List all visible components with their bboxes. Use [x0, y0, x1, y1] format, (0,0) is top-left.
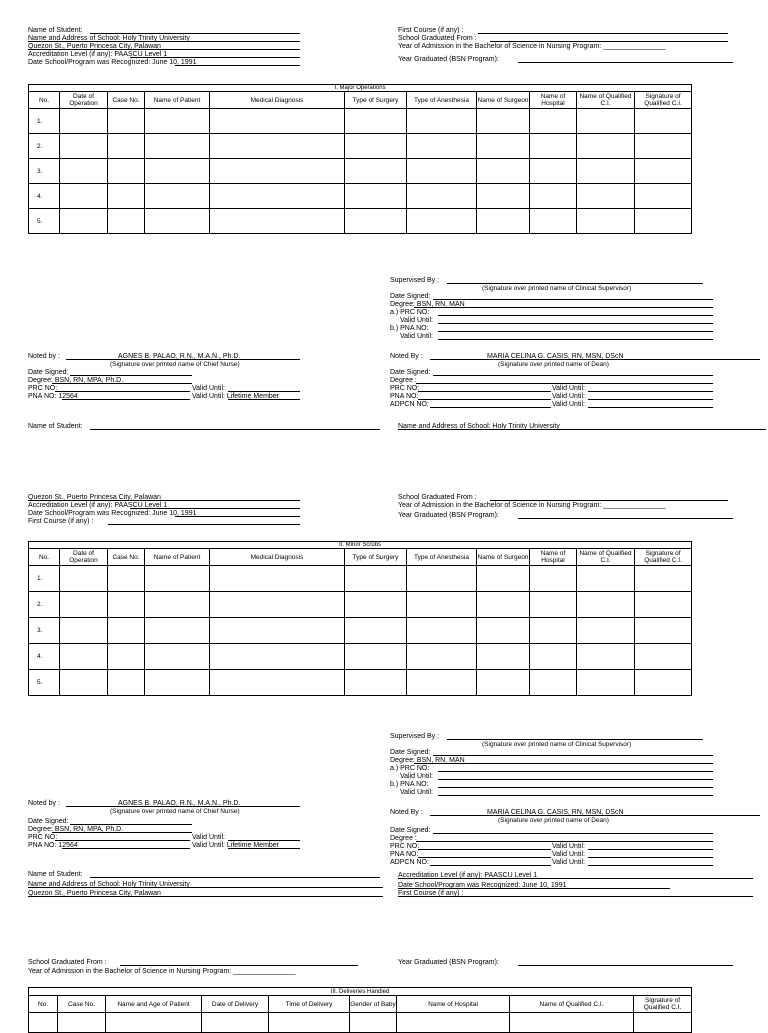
- col-header: Type of Surgery: [345, 92, 407, 109]
- date-signed-label: Date Signed:: [390, 827, 431, 834]
- chief-nurse-caption: (Signature over printed name of Chief Nurse): [110, 361, 240, 368]
- first-course-field[interactable]: [478, 33, 728, 34]
- degree-label: Degree: BSN, RN, MPA, Ph.D.: [28, 377, 124, 384]
- deliveries-handled-table: [28, 987, 692, 1033]
- col-header: Case No.: [108, 549, 145, 566]
- prc-field[interactable]: [438, 315, 713, 316]
- valid-until-field[interactable]: [588, 857, 713, 858]
- divider: [52, 832, 192, 833]
- accreditation-level: Accreditation Level (if any): PAASCU Level 1: [28, 51, 168, 58]
- col-header: Type of Surgery: [345, 549, 407, 566]
- valid-until-label: Valid Until:: [192, 834, 225, 841]
- degree-field[interactable]: [416, 841, 713, 842]
- date-signed-label: Date Signed:: [28, 818, 69, 825]
- school-graduated-field[interactable]: [490, 500, 728, 501]
- valid-until-field[interactable]: [588, 391, 713, 392]
- col-header: Time of Delivery: [269, 996, 350, 1013]
- table-row: [29, 134, 692, 159]
- col-header: Name of Surgeon: [477, 92, 530, 109]
- noted-by-label: Noted By :: [390, 809, 423, 816]
- divider: [28, 500, 300, 501]
- student-name-field[interactable]: [90, 429, 380, 430]
- valid-until-label: Valid Until:: [400, 773, 433, 780]
- pna-field[interactable]: [438, 787, 713, 788]
- valid-until-field[interactable]: [228, 840, 300, 841]
- date-recognized: Date School/Program was Recognized: June 10, 1991: [28, 59, 197, 66]
- first-course-label: First Course (if any) :: [28, 518, 94, 525]
- degree-label: Degree: BSN, RN, MPA, Ph.D.: [28, 826, 124, 833]
- school-graduated-label: School Graduated From :: [28, 959, 107, 966]
- valid-until-field[interactable]: [438, 779, 713, 780]
- valid-lifetime: Valid Until: Lifetime Member: [192, 393, 280, 400]
- table-row: [29, 644, 692, 670]
- valid-until-label: Valid Until:: [552, 385, 585, 392]
- supervised-by-field[interactable]: [447, 283, 703, 284]
- prc-label: PRC NO:: [390, 843, 420, 850]
- school-name-address: Name and Address of School: Holy Trinity University: [28, 881, 190, 888]
- first-course-label: First Course (if any) :: [398, 890, 464, 897]
- col-header: Name of Hospital: [530, 549, 577, 566]
- year-admission-label: Year of Admission in the Bachelor of Science in Nursing Program: ________________: [28, 968, 296, 975]
- valid-until-label: Valid Until:: [400, 789, 433, 796]
- row-number: 5.: [29, 209, 60, 234]
- school-name-address: Name and Address of School: Holy Trinity University: [398, 423, 560, 430]
- col-header: Medical Diagnosis: [210, 549, 345, 566]
- valid-until-field[interactable]: [438, 339, 713, 340]
- divider: [62, 399, 190, 400]
- prc-label: a.) PRC NO:: [390, 309, 430, 316]
- valid-until-field[interactable]: [588, 865, 713, 866]
- valid-until-field[interactable]: [438, 795, 713, 796]
- date-signed-field[interactable]: [70, 824, 192, 825]
- col-header: Name of Qualified C.I.: [510, 996, 634, 1013]
- supervised-by-label: Supervised By :: [390, 277, 440, 284]
- divider: [28, 887, 383, 888]
- major-operations-table: [28, 84, 692, 234]
- col-header: Name of Hospital: [530, 92, 577, 109]
- divider: [130, 508, 300, 509]
- valid-until-field[interactable]: [588, 849, 713, 850]
- divider: [28, 49, 300, 50]
- col-header: Signature of Qualified C.I.: [635, 549, 692, 566]
- col-header: Case No.: [58, 996, 106, 1013]
- pna-label: b.) PNA NO:: [390, 325, 429, 332]
- noted-by-label: Noted by :: [28, 353, 60, 360]
- accreditation-level: Accreditation Level (if any): PAASCU Level 1: [28, 502, 168, 509]
- supervisor-signature-caption: (Signature over printed name of Clinical Supervisor): [482, 285, 632, 292]
- row-number: 2.: [29, 134, 60, 159]
- first-course-label: First Course (if any) :: [398, 27, 464, 34]
- valid-until-label: Valid Until:: [552, 393, 585, 400]
- year-graduated-field[interactable]: [518, 62, 733, 63]
- divider: [228, 399, 300, 400]
- col-header: Type of Anesthesia: [407, 92, 477, 109]
- col-header: Signature of Qualified C.I.: [634, 996, 692, 1013]
- supervised-by-field[interactable]: [447, 739, 703, 740]
- prc-field[interactable]: [438, 771, 713, 772]
- divider: [130, 57, 300, 58]
- prc-field[interactable]: [418, 391, 551, 392]
- col-header: Name of Surgeon: [477, 549, 530, 566]
- row-number: 2.: [29, 592, 60, 618]
- divider: [28, 41, 300, 42]
- col-header: Case No.: [108, 92, 145, 109]
- col-header: Name of Hospital: [397, 996, 510, 1013]
- col-header: Date of Operation: [60, 549, 108, 566]
- school-name-address: Name and Address of School: Holy Trinity University: [28, 35, 190, 42]
- degree-label: Degree: BSN, RN, MAN: [390, 301, 465, 308]
- table-row: [29, 592, 692, 618]
- row-number: 1.: [29, 109, 60, 134]
- date-recognized: Date School/Program was Recognized: June 10, 1991: [28, 510, 197, 517]
- noted-by-field[interactable]: [66, 359, 300, 360]
- prc-field[interactable]: [55, 840, 190, 841]
- table-title: I. Major Operations: [29, 85, 692, 92]
- col-header: Date of Delivery: [202, 996, 269, 1013]
- year-graduated-label: Year Graduated (BSN Program):: [398, 959, 499, 966]
- valid-until-field[interactable]: [588, 399, 713, 400]
- date-signed-field[interactable]: [433, 833, 713, 834]
- year-graduated-field[interactable]: [518, 965, 733, 966]
- adpcn-field[interactable]: [430, 865, 551, 866]
- pna-label: PNA NO: 12564: [28, 393, 78, 400]
- dean-caption: (Signature over printed name of Dean): [498, 361, 609, 368]
- col-header: Medical Diagnosis: [210, 92, 345, 109]
- year-graduated-field[interactable]: [518, 518, 733, 519]
- valid-until-label: Valid Until:: [552, 851, 585, 858]
- divider: [414, 763, 713, 764]
- supervisor-signature-caption: (Signature over printed name of Clinical Supervisor): [482, 741, 632, 748]
- valid-until-label: Valid Until:: [400, 333, 433, 340]
- year-admission-label: Year of Admission in the Bachelor of Science in Nursing Program: ________________: [398, 43, 666, 50]
- col-header: No.: [29, 996, 58, 1013]
- valid-until-field[interactable]: [588, 407, 713, 408]
- table-row: [29, 109, 692, 134]
- table-row: [29, 209, 692, 234]
- school-graduated-field[interactable]: [490, 41, 728, 42]
- chief-nurse-name: AGNES B. PALAO, R.N., M.A.N., Ph.D.: [118, 800, 241, 807]
- date-signed-field[interactable]: [433, 299, 713, 300]
- first-course-field[interactable]: [398, 896, 753, 897]
- student-name-label: Name of Student:: [28, 423, 83, 430]
- date-signed-field[interactable]: [70, 375, 192, 376]
- col-header: Name of Qualified C.I.: [577, 549, 635, 566]
- noted-by-label: Noted By :: [390, 353, 423, 360]
- chief-nurse-name: AGNES B. PALAO, R.N., M.A.N., Ph.D.: [118, 353, 241, 360]
- pna-field[interactable]: [438, 331, 713, 332]
- prc-label: PRC NO:: [28, 385, 58, 392]
- table-row: [29, 1013, 692, 1033]
- dean-caption: (Signature over printed name of Dean): [498, 817, 609, 824]
- table-row: [29, 566, 692, 592]
- date-signed-field[interactable]: [433, 755, 713, 756]
- valid-until-field[interactable]: [228, 391, 300, 392]
- noted-by-field[interactable]: [66, 806, 300, 807]
- pna-field[interactable]: [418, 857, 551, 858]
- pna-label: PNA NO: 12564: [28, 842, 78, 849]
- noted-by-label: Noted by :: [28, 800, 60, 807]
- prc-field[interactable]: [55, 391, 190, 392]
- adpcn-field[interactable]: [430, 407, 551, 408]
- table-title: III. Deliveries Handled: [29, 988, 692, 996]
- col-header: Name and Age of Patient: [106, 996, 202, 1013]
- row-number: 4.: [29, 644, 60, 670]
- col-header: No.: [29, 549, 60, 566]
- student-name-field[interactable]: [90, 877, 380, 878]
- col-header: Signature of Qualified C.I.: [635, 92, 692, 109]
- valid-until-label: Valid Until:: [192, 385, 225, 392]
- table-row: [29, 618, 692, 644]
- school-address: Quezon St., Puerto Princesa City, Palawan: [28, 890, 161, 897]
- table-title: II. Minor Scrubs: [29, 542, 692, 549]
- degree-label: Degree: BSN, RN, MAN: [390, 757, 465, 764]
- divider: [28, 896, 383, 897]
- table-row: [29, 159, 692, 184]
- first-course-field[interactable]: [108, 524, 300, 525]
- adpcn-label: ADPCN NO:: [390, 401, 429, 408]
- table-row: [29, 184, 692, 209]
- year-admission-label: Year of Admission in the Bachelor of Science in Nursing Program: ________________: [398, 502, 666, 509]
- student-name-label: Name of Student:: [28, 27, 83, 34]
- accreditation-level: Accreditation Level (if any): PAASCU Level 1: [398, 872, 538, 879]
- table-row: [29, 670, 692, 696]
- pna-label: PNA NO:: [390, 851, 419, 858]
- school-graduated-field[interactable]: [120, 965, 358, 966]
- prc-label: PRC NO:: [28, 834, 58, 841]
- year-graduated-label: Year Graduated (BSN Program):: [398, 512, 499, 519]
- date-recognized: Date School/Program was Recognized: June 10, 1991: [398, 882, 567, 889]
- col-header: Type of Anesthesia: [407, 549, 477, 566]
- pna-field[interactable]: [418, 399, 551, 400]
- date-signed-field[interactable]: [433, 375, 713, 376]
- col-header: No.: [29, 92, 60, 109]
- row-number: 4.: [29, 184, 60, 209]
- pna-label: b.) PNA NO:: [390, 781, 429, 788]
- noted-by-field[interactable]: [430, 359, 760, 360]
- noted-by-field[interactable]: [430, 815, 760, 816]
- divider: [398, 429, 766, 430]
- date-signed-label: Date Signed:: [390, 293, 431, 300]
- minor-scrubs-table: [28, 541, 692, 696]
- divider: [175, 65, 300, 66]
- pna-label: PNA NO:: [390, 393, 419, 400]
- prc-label: a.) PRC NO:: [390, 765, 430, 772]
- col-header: Name of Patient: [145, 92, 210, 109]
- valid-until-label: Valid Until:: [400, 317, 433, 324]
- row-number: 3.: [29, 618, 60, 644]
- dean-name: MARIA CELINA G. CASIS, RN, MSN, DScN: [487, 809, 624, 816]
- prc-label: PRC NO:: [390, 385, 420, 392]
- student-name-field[interactable]: [90, 33, 300, 34]
- prc-field[interactable]: [418, 849, 551, 850]
- divider: [228, 848, 300, 849]
- row-number: 3.: [29, 159, 60, 184]
- adpcn-label: ADPCN NO:: [390, 859, 429, 866]
- divider: [414, 307, 713, 308]
- valid-until-label: Valid Until:: [552, 401, 585, 408]
- divider: [62, 848, 190, 849]
- chief-nurse-caption: (Signature over printed name of Chief Nurse): [110, 808, 240, 815]
- student-name-label: Name of Student:: [28, 871, 83, 878]
- year-graduated-label: Year Graduated (BSN Program):: [398, 56, 499, 63]
- date-signed-label: Date Signed:: [28, 369, 69, 376]
- valid-until-field[interactable]: [438, 323, 713, 324]
- date-signed-label: Date Signed:: [390, 369, 431, 376]
- degree-label: Degree :: [390, 835, 417, 842]
- dean-name: MARIA CELINA G. CASIS, RN, MSN, DScN: [487, 353, 624, 360]
- valid-until-label: Valid Until:: [552, 859, 585, 866]
- divider: [398, 878, 753, 879]
- valid-until-label: Valid Until:: [552, 843, 585, 850]
- school-address: Quezon St., Puerto Princesa City, Palawan: [28, 43, 161, 50]
- valid-lifetime: Valid Until: Lifetime Member: [192, 842, 280, 849]
- row-number: 1.: [29, 566, 60, 592]
- divider: [175, 516, 300, 517]
- divider: [52, 383, 192, 384]
- degree-field[interactable]: [416, 383, 713, 384]
- school-address: Quezon St., Puerto Princesa City, Palawan: [28, 494, 161, 501]
- divider: [398, 888, 670, 889]
- school-graduated-label: School Graduated From :: [398, 35, 477, 42]
- col-header: Date of Operation: [60, 92, 108, 109]
- supervised-by-label: Supervised By :: [390, 733, 440, 740]
- col-header: Name of Qualified C.I.: [577, 92, 635, 109]
- row-number: 5.: [29, 670, 60, 696]
- date-signed-label: Date Signed:: [390, 749, 431, 756]
- col-header: Name of Patient: [145, 549, 210, 566]
- col-header: Gender of Baby: [350, 996, 397, 1013]
- degree-label: Degree :: [390, 377, 417, 384]
- school-graduated-label: School Graduated From :: [398, 494, 477, 501]
